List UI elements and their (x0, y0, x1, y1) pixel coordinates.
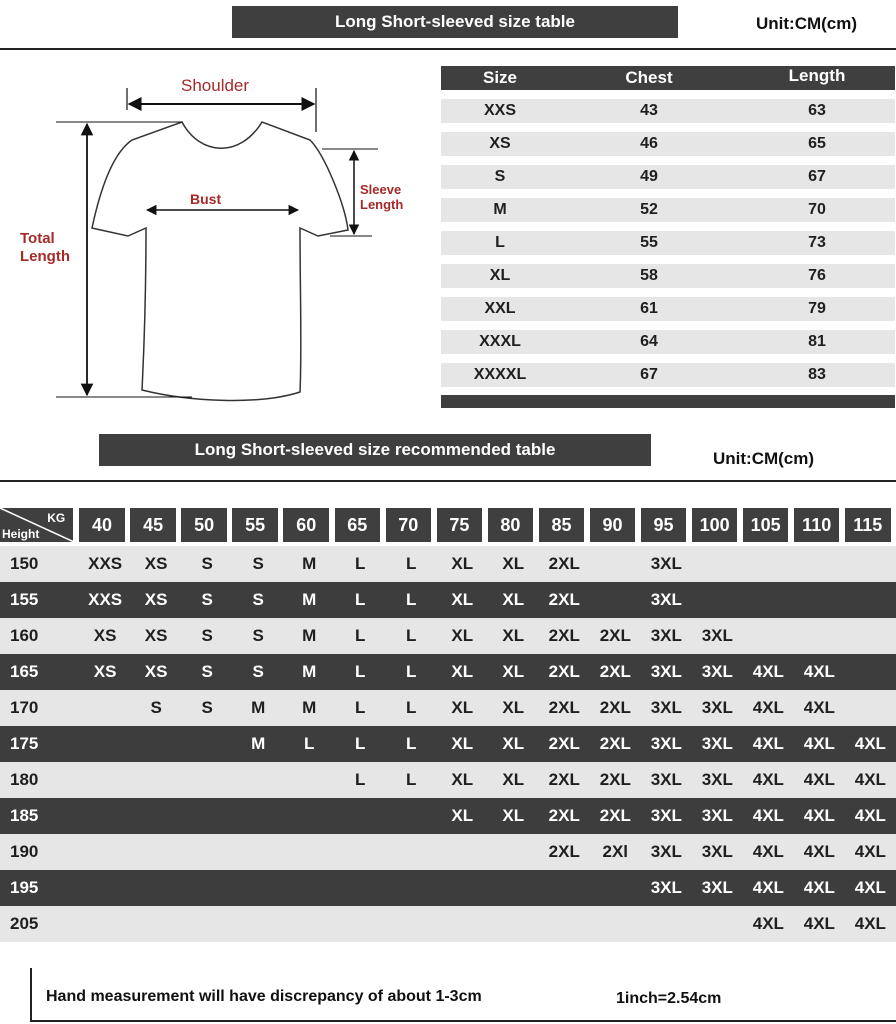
length-cell: 63 (808, 102, 826, 119)
size-recommendation-cell: 2XL (548, 590, 580, 609)
kg-header-cell: 75 (437, 508, 483, 542)
size-recommendation-cell: XL (502, 770, 525, 789)
size-recommendation-cell: 4XL (752, 842, 784, 861)
size-recommendation-cell: 4XL (752, 914, 784, 933)
size-recommendation-cell: 4XL (803, 734, 835, 753)
length-cell: 73 (808, 234, 826, 251)
kg-header-cell: 80 (488, 508, 534, 542)
length-cell: 81 (808, 333, 826, 350)
footer-inch: 1inch=2.54cm (616, 990, 722, 1007)
size-recommendation-cell: XL (502, 554, 525, 573)
size-recommendation-cell: 4XL (854, 806, 886, 825)
kg-header-cell: 55 (232, 508, 278, 542)
size-recommendation-cell: 4XL (854, 734, 886, 753)
height-cell: 165 (10, 662, 39, 681)
size-recommendation-cell: 4XL (854, 878, 886, 897)
kg-header-cell: 105 (743, 508, 789, 542)
size-recommendation-cell: XL (502, 626, 525, 645)
size-recommendation-cell: S (201, 662, 213, 681)
size-recommendation-cell: L (355, 734, 366, 753)
size-cell: XXS (483, 102, 516, 119)
size-recommendation-cell: 4XL (854, 770, 886, 789)
height-cell: 195 (10, 878, 39, 897)
height-cell: 160 (10, 626, 39, 645)
size-recommendation-cell: L (406, 662, 417, 681)
unit-label-top: Unit:CM(cm) (756, 14, 858, 33)
size-recommendation-cell: 3XL (650, 770, 682, 789)
size-recommendation-cell: XS (144, 590, 168, 609)
sleeve-label (360, 182, 403, 212)
size-recommendation-cell: XL (451, 590, 474, 609)
size-recommendation-cell: XL (451, 770, 474, 789)
size-recommendation-cell: 2XL (548, 626, 580, 645)
sleeve-label-line2: Length (360, 197, 404, 212)
size-recommendation-cell: 2XL (599, 734, 631, 753)
height-cell: 190 (10, 842, 39, 861)
kg-header-cell: 90 (590, 508, 636, 542)
size-recommendation-cell: L (406, 698, 417, 717)
size-recommendation-cell: S (252, 662, 264, 681)
size-recommendation-cell: 4XL (803, 914, 835, 933)
recommend-table (0, 508, 896, 942)
size-recommendation-cell: XL (451, 734, 474, 753)
size-recommendation-cell: 4XL (854, 842, 886, 861)
size-recommendation-cell: 2XL (599, 806, 631, 825)
size-recommendation-cell: L (406, 626, 417, 645)
bust-label: Bust (190, 191, 222, 207)
size-recommendation-cell: 3XL (701, 806, 733, 825)
kg-header-row (0, 508, 896, 542)
size-recommendation-cell: XXS (88, 554, 123, 573)
size-recommendation-cell: 4XL (803, 662, 835, 681)
size-cell: XL (489, 267, 511, 284)
size-recommendation-cell: XL (502, 806, 525, 825)
size-recommendation-cell: M (302, 590, 317, 609)
size-recommendation-cell: L (355, 626, 366, 645)
size-recommendation-cell: 3XL (650, 734, 682, 753)
size-recommendation-cell: S (252, 590, 264, 609)
size-recommendation-cell: 3XL (701, 662, 733, 681)
height-row (0, 798, 896, 834)
height-row (0, 870, 896, 906)
chest-cell: 46 (640, 135, 658, 152)
size-recommendation-cell: XS (93, 662, 117, 681)
size-row (441, 330, 895, 354)
kg-header-cell: 95 (641, 508, 687, 542)
size-recommendation-cell: S (150, 698, 162, 717)
size-recommendation-cell: 3XL (701, 698, 733, 717)
size-recommendation-cell: 2XL (599, 770, 631, 789)
size-recommendation-cell: 4XL (803, 842, 835, 861)
size-recommendation-cell: 2Xl (602, 842, 629, 861)
size-recommendation-cell: 3XL (701, 878, 733, 897)
size-recommendation-cell: S (252, 626, 264, 645)
header-chest: Chest (625, 68, 673, 87)
size-recommendation-cell: L (304, 734, 315, 753)
size-cell: L (495, 234, 505, 251)
size-recommendation-cell: L (355, 554, 366, 573)
footer-note: Hand measurement will have discrepancy of about 1-3cm (46, 988, 482, 1005)
size-recommendation-cell: 2XL (548, 806, 580, 825)
chest-cell: 55 (640, 234, 658, 251)
kg-header-cell: 85 (539, 508, 585, 542)
size-recommendation-cell: XL (502, 590, 525, 609)
height-cell: 175 (10, 734, 39, 753)
size-recommendation-cell: S (252, 554, 264, 573)
size-cell: XXL (484, 300, 516, 317)
height-row (0, 690, 896, 726)
size-recommendation-cell: M (302, 662, 317, 681)
size-recommendation-cell: XL (502, 698, 525, 717)
size-recommendation-cell: 3XL (650, 806, 682, 825)
size-recommendation-cell: L (406, 590, 417, 609)
length-cell: 79 (808, 300, 826, 317)
size-recommendation-cell: XS (144, 662, 168, 681)
recommend-table-body (0, 546, 896, 942)
size-recommendation-cell: S (201, 626, 213, 645)
size-recommendation-cell: 2XL (548, 698, 580, 717)
header-size: Size (482, 68, 518, 87)
size-recommendation-cell: 2XL (548, 770, 580, 789)
size-recommendation-cell: S (201, 590, 213, 609)
height-cell: 155 (10, 590, 39, 609)
size-recommendation-cell: 3XL (650, 662, 682, 681)
size-table (441, 66, 895, 408)
chest-cell: 43 (640, 102, 658, 119)
size-recommendation-cell: S (201, 554, 213, 573)
size-recommendation-cell: L (355, 698, 366, 717)
size-row (441, 165, 895, 189)
size-recommendation-cell: 3XL (701, 842, 733, 861)
height-row (0, 762, 896, 798)
height-row (0, 582, 896, 618)
size-recommendation-cell: 2XL (548, 842, 580, 861)
size-table-banner: Long Short-sleeved size table (232, 6, 678, 38)
size-recommendation-cell: 4XL (752, 698, 784, 717)
height-cell: 205 (10, 914, 39, 933)
size-recommendation-cell: XL (451, 626, 474, 645)
size-recommendation-cell: 4XL (803, 878, 835, 897)
total-length-label (20, 230, 70, 266)
size-recommendation-cell: 4XL (803, 806, 835, 825)
size-recommendation-cell: 3XL (701, 770, 733, 789)
size-recommendation-cell: 3XL (650, 626, 682, 645)
size-row (441, 132, 895, 156)
size-recommendation-cell: 2XL (548, 662, 580, 681)
height-row (0, 618, 896, 654)
size-recommendation-cell: 4XL (752, 878, 784, 897)
kg-header-cell: 70 (386, 508, 432, 542)
size-cell: XXXL (479, 333, 521, 350)
size-recommendation-cell: 3XL (650, 698, 682, 717)
height-row (0, 546, 896, 582)
length-cell: 83 (808, 366, 826, 383)
size-table-header (441, 66, 895, 90)
header-length: Length (788, 66, 846, 85)
size-recommendation-cell: 2XL (599, 662, 631, 681)
kg-header-cell: 65 (335, 508, 381, 542)
chest-cell: 67 (640, 366, 658, 383)
size-recommendation-cell: M (251, 698, 266, 717)
footer-bracket-base (30, 1020, 896, 1022)
height-row (0, 654, 896, 690)
total-length-line2: Length (20, 248, 70, 265)
size-recommendation-cell: M (251, 734, 266, 753)
size-row (441, 264, 895, 288)
size-recommendation-cell: 3XL (701, 734, 733, 753)
size-row (441, 198, 895, 222)
height-cell: 185 (10, 806, 39, 825)
recommend-table-banner: Long Short-sleeved size recommended table (99, 434, 651, 466)
tshirt-outline (92, 122, 348, 400)
size-recommendation-cell: XL (502, 662, 525, 681)
kg-header-cell: 115 (845, 508, 891, 542)
size-recommendation-cell: M (302, 554, 317, 573)
size-recommendation-cell: 4XL (803, 770, 835, 789)
size-recommendation-cell: 4XL (752, 662, 784, 681)
size-recommendation-cell: XL (451, 554, 474, 573)
size-cell: M (493, 201, 507, 218)
size-row (441, 231, 895, 255)
size-recommendation-cell: M (302, 626, 317, 645)
size-table-body (441, 99, 895, 387)
size-cell: XXXXL (473, 366, 527, 383)
size-recommendation-cell: 2XL (599, 698, 631, 717)
size-row (441, 297, 895, 321)
size-recommendation-cell: L (355, 770, 366, 789)
size-recommendation-cell: XL (451, 662, 474, 681)
size-recommendation-cell: L (355, 662, 366, 681)
size-row (441, 99, 895, 123)
size-recommendation-cell: 3XL (701, 626, 733, 645)
table-corner (0, 508, 73, 542)
chest-cell: 52 (640, 201, 658, 218)
chest-cell: 49 (640, 168, 658, 185)
size-recommendation-cell: L (406, 770, 417, 789)
size-recommendation-cell: XS (144, 626, 168, 645)
size-recommendation-cell: 3XL (650, 554, 682, 573)
shoulder-label: Shoulder (181, 76, 250, 95)
footer-bracket (30, 968, 32, 1022)
size-recommendation-cell: XL (451, 806, 474, 825)
length-cell: 76 (808, 267, 826, 284)
size-recommendation-cell: XS (144, 554, 168, 573)
chest-cell: 64 (640, 333, 658, 350)
size-recommendation-cell: S (201, 698, 213, 717)
size-recommendation-cell: 4XL (752, 770, 784, 789)
height-cell: 180 (10, 770, 39, 789)
top-divider (0, 48, 896, 50)
size-recommendation-cell: 3XL (650, 878, 682, 897)
chest-cell: 58 (640, 267, 658, 284)
length-cell: 65 (808, 135, 826, 152)
kg-header-cell: 110 (794, 508, 840, 542)
kg-header-cell: 40 (79, 508, 125, 542)
size-recommendation-cell: 4XL (752, 806, 784, 825)
size-recommendation-cell: 4XL (803, 698, 835, 717)
kg-header-cell: 45 (130, 508, 176, 542)
size-cell: XS (489, 135, 511, 152)
size-recommendation-cell: XL (502, 734, 525, 753)
size-recommendation-cell: 2XL (599, 626, 631, 645)
total-length-line1: Total (20, 230, 55, 247)
corner-kg-label: KG (47, 511, 66, 525)
corner-height-label: Height (2, 527, 40, 541)
length-cell: 70 (808, 201, 826, 218)
size-table-footer (441, 395, 895, 408)
size-recommendation-cell: XXS (88, 590, 123, 609)
size-recommendation-cell: XS (93, 626, 117, 645)
length-cell: 67 (808, 168, 826, 185)
kg-header-cell: 60 (283, 508, 329, 542)
height-cell: 170 (10, 698, 39, 717)
size-recommendation-cell: XL (451, 698, 474, 717)
kg-header-cell: 100 (692, 508, 738, 542)
unit-label-rec: Unit:CM(cm) (713, 449, 815, 468)
size-recommendation-cell: L (406, 734, 417, 753)
size-cell: S (494, 168, 506, 185)
size-row (441, 363, 895, 387)
kg-header-cell: 50 (181, 508, 227, 542)
size-recommendation-cell: 3XL (650, 842, 682, 861)
size-recommendation-cell: 2XL (548, 554, 580, 573)
size-recommendation-cell: 2XL (548, 734, 580, 753)
size-recommendation-cell: 4XL (854, 914, 886, 933)
size-recommendation-cell: L (355, 590, 366, 609)
height-row (0, 906, 896, 942)
rec-divider (0, 480, 896, 482)
chest-cell: 61 (640, 300, 658, 317)
size-recommendation-cell: 4XL (752, 734, 784, 753)
sleeve-label-line1: Sleeve (360, 182, 402, 197)
height-row (0, 726, 896, 762)
height-cell: 150 (10, 554, 39, 573)
height-row (0, 834, 896, 870)
size-recommendation-cell: 3XL (650, 590, 682, 609)
size-recommendation-cell: L (406, 554, 417, 573)
size-recommendation-cell: M (302, 698, 317, 717)
